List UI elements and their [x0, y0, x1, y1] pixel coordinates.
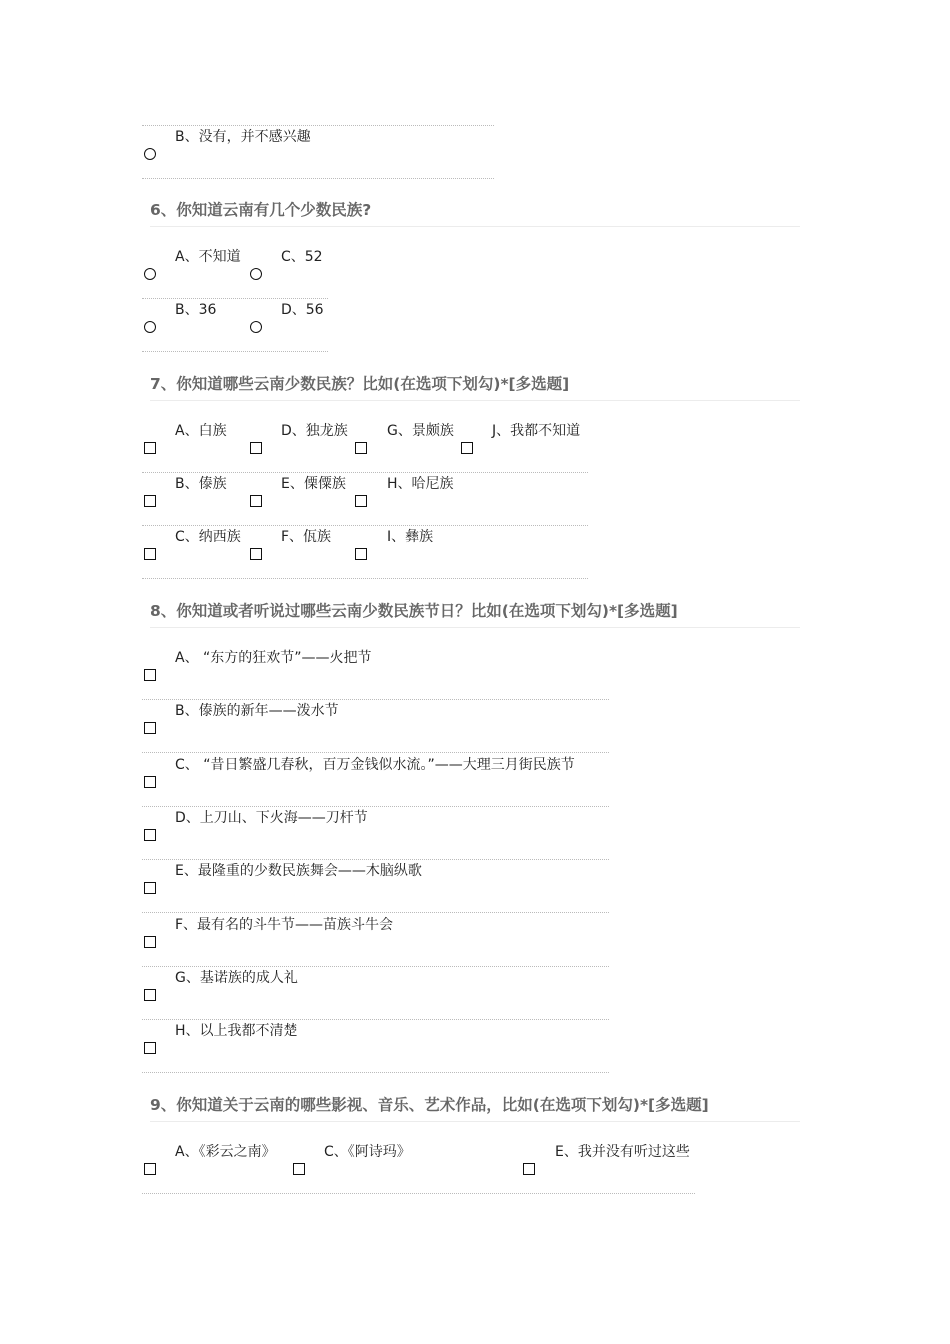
checkbox[interactable]: [250, 495, 262, 507]
row-divider: [142, 806, 609, 807]
row-divider: [142, 912, 609, 913]
option-label: I、彝族: [387, 529, 434, 545]
row-divider: [142, 472, 588, 473]
option-label: C、纳西族: [175, 529, 241, 545]
checkbox[interactable]: [144, 548, 156, 560]
question-title: 9、你知道关于云南的哪些影视、音乐、艺术作品，比如(在选项下划勾)*[多选题]: [150, 1096, 709, 1114]
checkbox[interactable]: [144, 1163, 156, 1175]
option-label: D、独龙族: [281, 423, 348, 439]
radio-button[interactable]: [144, 321, 156, 333]
option-label: G、景颇族: [387, 423, 454, 439]
row-divider: [142, 351, 328, 352]
checkbox[interactable]: [144, 882, 156, 894]
option-label: B、傣族的新年——泼水节: [175, 703, 339, 719]
option-label: F、佤族: [281, 529, 332, 545]
checkbox[interactable]: [355, 495, 367, 507]
question-title: 8、你知道或者听说过哪些云南少数民族节日？比如(在选项下划勾)*[多选题]: [150, 602, 678, 620]
option-label: A、白族: [175, 423, 227, 439]
option-label: D、56: [281, 302, 324, 318]
option-label: B、没有，并不感兴趣: [175, 129, 311, 145]
checkbox[interactable]: [250, 548, 262, 560]
radio-button[interactable]: [144, 148, 156, 160]
option-label: B、傣族: [175, 476, 227, 492]
row-divider: [142, 298, 328, 299]
option-label: C、 “昔日繁盛几春秋，百万金钱似水流。”——大理三月街民族节: [175, 757, 575, 773]
checkbox[interactable]: [523, 1163, 535, 1175]
checkbox[interactable]: [144, 989, 156, 1001]
checkbox[interactable]: [144, 829, 156, 841]
option-label: F、最有名的斗牛节——苗族斗牛会: [175, 917, 394, 933]
checkbox[interactable]: [144, 442, 156, 454]
radio-button[interactable]: [250, 268, 262, 280]
row-divider: [142, 125, 494, 126]
question-title: 6、你知道云南有几个少数民族?: [150, 201, 372, 219]
checkbox[interactable]: [144, 495, 156, 507]
option-label: H、哈尼族: [387, 476, 454, 492]
row-divider: [142, 1193, 695, 1194]
row-divider: [142, 178, 494, 179]
option-label: D、上刀山、下火海——刀杆节: [175, 810, 368, 826]
question-title-underline: [150, 226, 800, 227]
radio-button[interactable]: [144, 268, 156, 280]
question-title-underline: [150, 627, 800, 628]
row-divider: [142, 1072, 609, 1073]
row-divider: [142, 578, 588, 579]
checkbox[interactable]: [144, 669, 156, 681]
row-divider: [142, 752, 609, 753]
option-label: E、我并没有听过这些: [555, 1144, 690, 1160]
checkbox[interactable]: [144, 722, 156, 734]
checkbox[interactable]: [144, 1042, 156, 1054]
option-label: C、52: [281, 249, 323, 265]
question-title-underline: [150, 400, 800, 401]
option-label: B、36: [175, 302, 217, 318]
row-divider: [142, 966, 609, 967]
option-label: E、最隆重的少数民族舞会——木脑纵歌: [175, 863, 422, 879]
row-divider: [142, 1019, 609, 1020]
option-label: A、不知道: [175, 249, 241, 265]
checkbox[interactable]: [461, 442, 473, 454]
checkbox[interactable]: [293, 1163, 305, 1175]
radio-button[interactable]: [250, 321, 262, 333]
row-divider: [142, 525, 588, 526]
question-title-underline: [150, 1121, 800, 1122]
row-divider: [142, 859, 609, 860]
row-divider: [142, 699, 609, 700]
option-label: G、基诺族的成人礼: [175, 970, 298, 986]
checkbox[interactable]: [355, 442, 367, 454]
option-label: A、 “东方的狂欢节”——火把节: [175, 650, 372, 666]
checkbox[interactable]: [355, 548, 367, 560]
checkbox[interactable]: [144, 936, 156, 948]
question-title: 7、你知道哪些云南少数民族？比如(在选项下划勾)*[多选题]: [150, 375, 570, 393]
checkbox[interactable]: [250, 442, 262, 454]
option-label: A、《彩云之南》: [175, 1144, 276, 1160]
checkbox[interactable]: [144, 776, 156, 788]
option-label: H、以上我都不清楚: [175, 1023, 298, 1039]
option-label: J、我都不知道: [492, 423, 581, 439]
option-label: C、《阿诗玛》: [324, 1144, 411, 1160]
option-label: E、傈僳族: [281, 476, 346, 492]
